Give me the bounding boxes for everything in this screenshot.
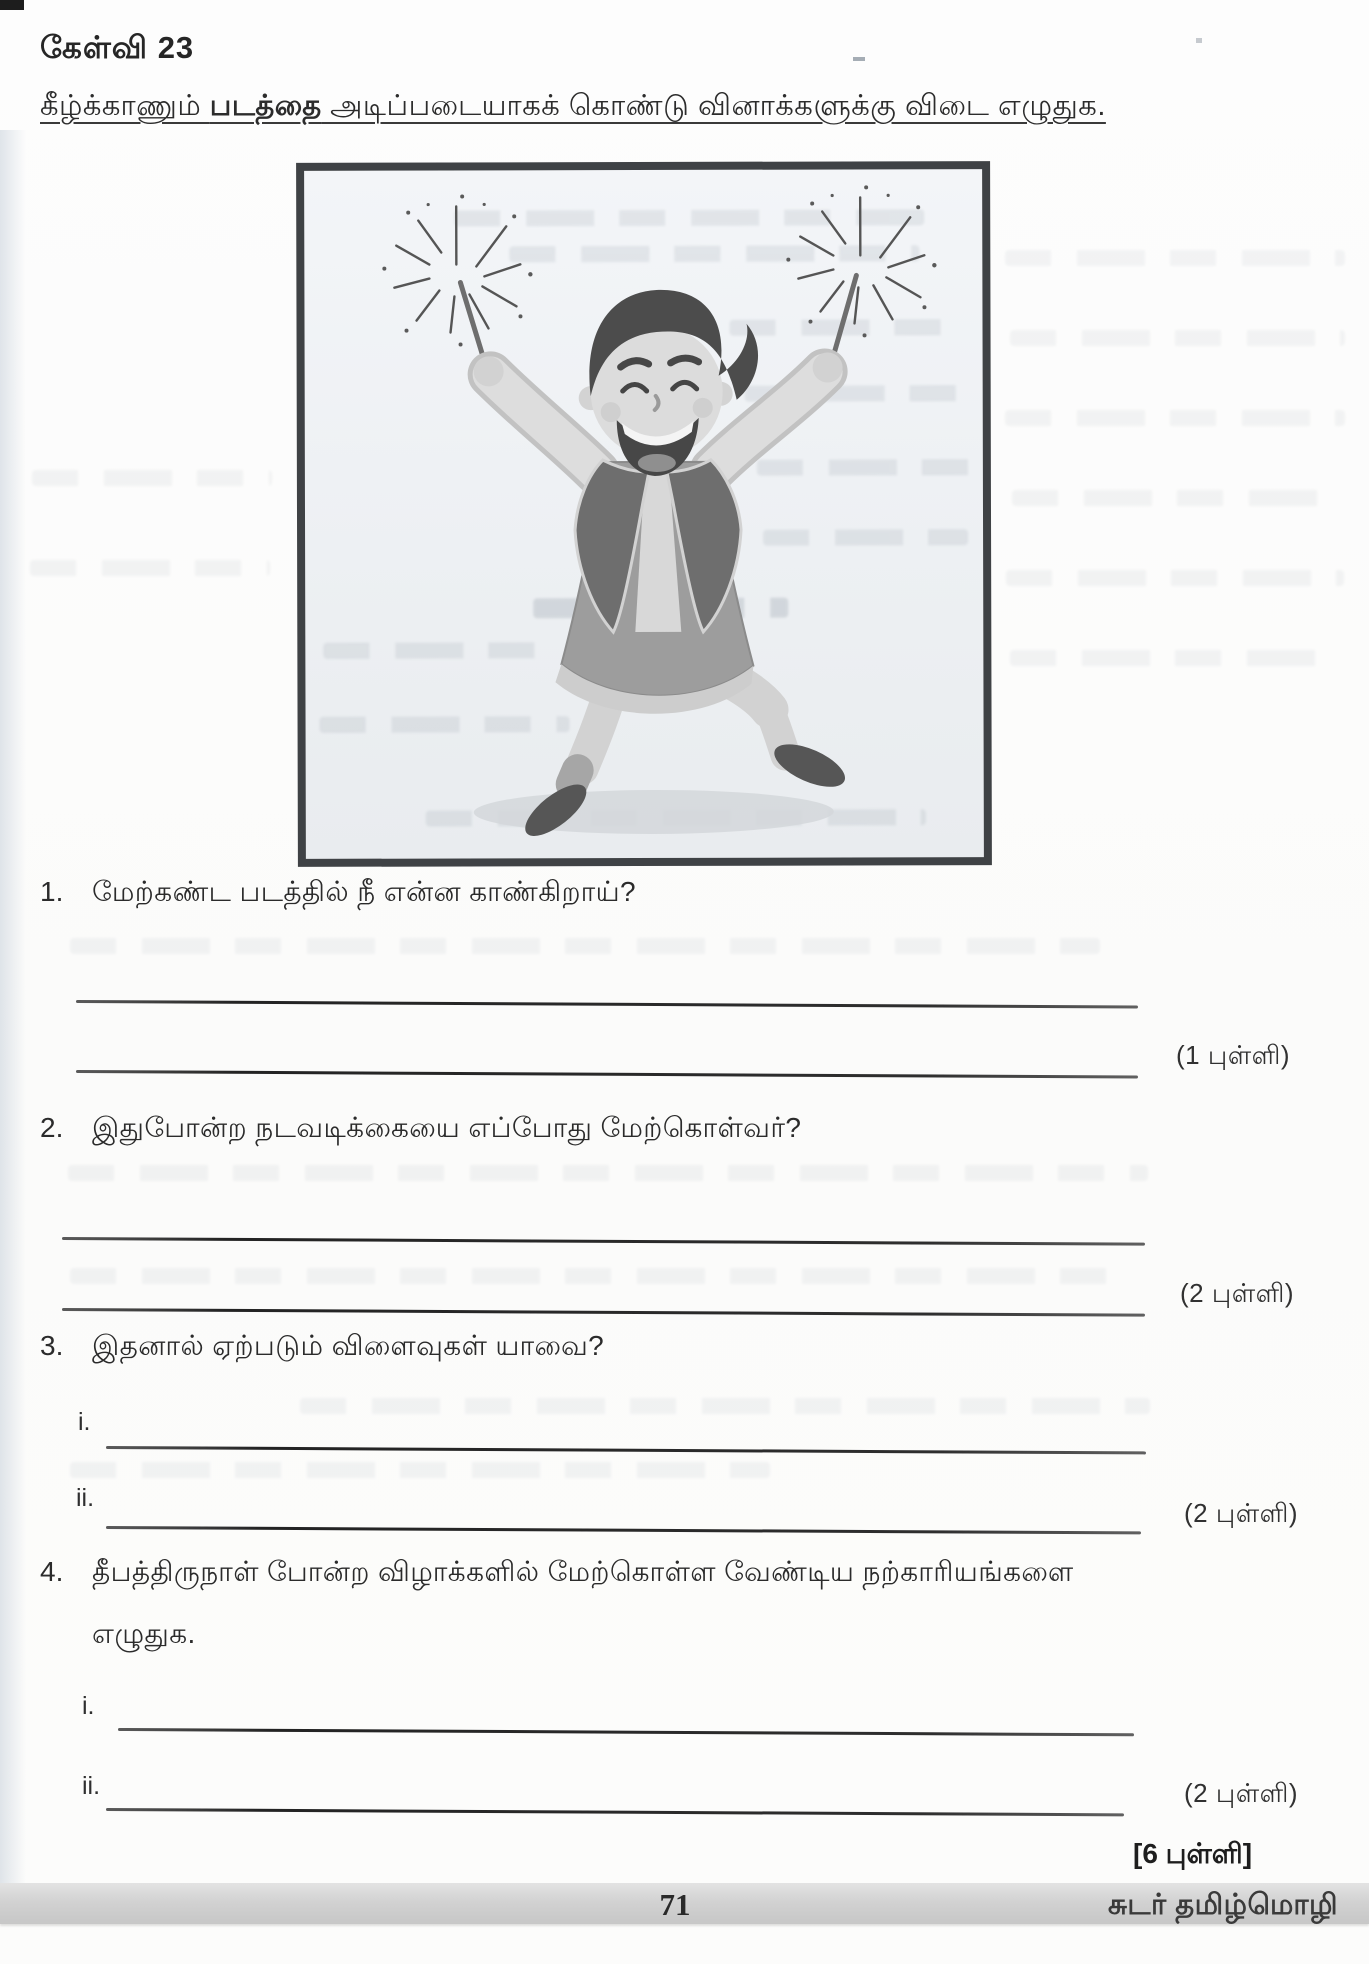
picture-frame [296,161,992,867]
question-3-number: 3. [40,1330,64,1361]
bleed-through-text [1012,490,1342,506]
left-cheek-blush [601,402,621,422]
left-arm [491,374,597,472]
question-1-text: மேற்கண்ட படத்தில் நீ என்ன காண்கிறாய்? [92,876,637,907]
question-3-sub-i-label: i. [78,1408,91,1436]
scan-speck [853,57,865,61]
answer-line [118,1728,1134,1736]
tongue [638,454,676,472]
boy-jumping-with-two-sparklers-illustration [304,169,984,859]
question-4-sub-ii-label: ii. [82,1772,101,1800]
question-4-text-line2: எழுதுக. [92,1618,196,1649]
scan-speck [1196,38,1202,43]
bleed-through-text [1010,330,1345,346]
bleed-through-text [1005,410,1345,426]
sparkler-burst-right [786,185,937,337]
answer-line [106,1526,1141,1534]
scan-corner-mark [0,0,24,10]
question-2-marks: (2 புள்ளி) [1180,1278,1295,1308]
bleed-through-text [70,1268,1130,1284]
question-1-number: 1. [40,876,64,907]
answer-line [106,1808,1124,1816]
question-header: கேள்வி 23 [40,30,195,65]
bleed-through-text [1010,650,1340,666]
bleed-through-text [70,1462,770,1478]
instruction-pre: கீழ்க்காணும் [40,90,210,122]
answer-line [62,1308,1145,1317]
bleed-through-text [68,1165,1148,1181]
book-title: சுடர் தமிழ்மொழி [1108,1889,1339,1921]
bleed-through-text [300,1398,1150,1414]
left-hand [474,356,504,386]
answer-line [62,1237,1145,1246]
instruction-post: அடிப்படையாகக் கொண்டு வினாக்களுக்கு விடை எழுதுக. [321,90,1106,122]
question-4-text-line1: தீபத்திருநாள் போன்ற விழாக்களில் மேற்கொள்ள வேண்டிய நற்காரியங்களை [92,1556,1074,1587]
sparkler-burst-left [382,194,533,346]
page-number: 71 [659,1887,691,1922]
question-4-sub-i-label: i. [82,1692,95,1720]
instruction-bold-word: படத்தை [209,90,322,122]
bleed-through-text [30,560,270,576]
answer-line [76,1070,1138,1079]
question-3-marks: (2 புள்ளி) [1184,1498,1299,1528]
question-3-sub-ii-label: ii. [76,1484,95,1512]
bleed-through-text [32,470,272,486]
question-2-text: இதுபோன்ற நடவடிக்கையை எப்போது மேற்கொள்வர்? [92,1112,802,1143]
bleed-through-text [70,938,1100,954]
instruction-line [40,90,1300,126]
scan-edge-shadow [0,130,26,1890]
question-4-marks: (2 புள்ளி) [1184,1778,1299,1808]
question-3-text: இதனால் ஏற்படும் விளைவுகள் யாவை? [92,1330,605,1361]
left-ankle-cuff [572,770,578,784]
total-marks: [6 புள்ளி] [1133,1838,1253,1869]
question-4-number: 4. [40,1556,64,1587]
right-cheek-blush [693,398,713,418]
answer-line [106,1446,1146,1454]
bleed-through-text [1006,570,1344,586]
bleed-through-text [1005,250,1345,266]
answer-line [76,1000,1138,1009]
question-1-marks: (1 புள்ளி) [1176,1040,1291,1070]
question-2-number: 2. [40,1112,64,1143]
right-hand [813,352,843,382]
